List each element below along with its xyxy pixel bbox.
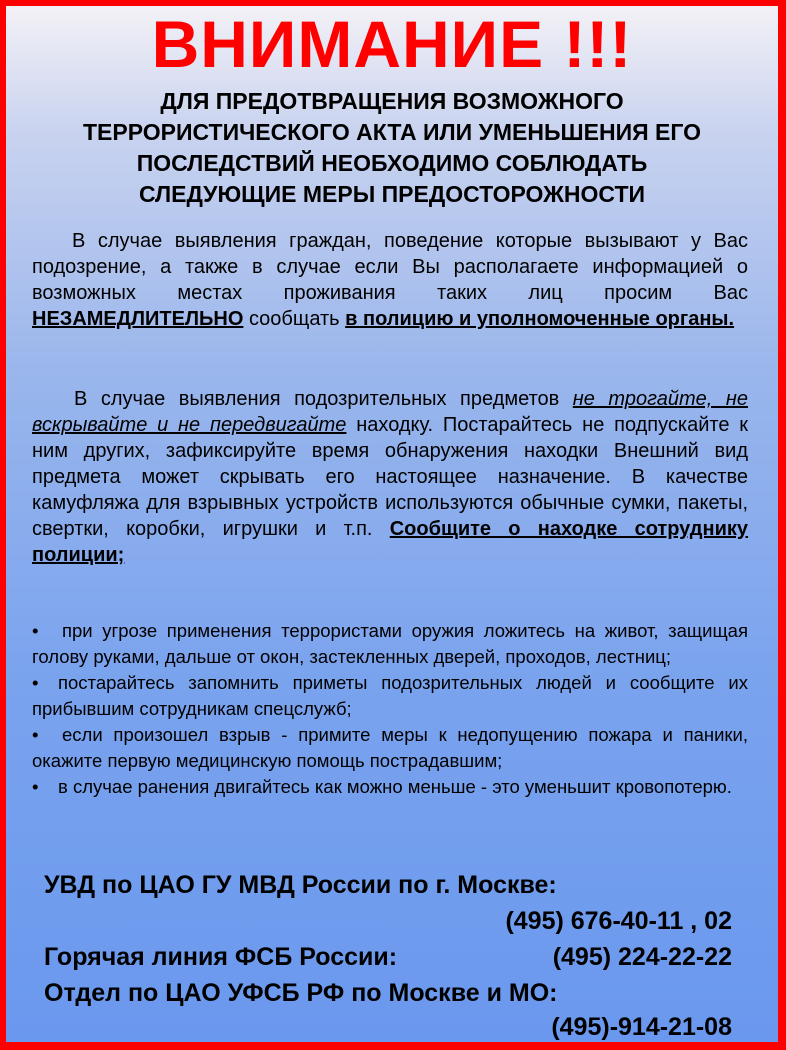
bullet-marker: • <box>32 672 39 693</box>
ufsb-contact-phone: (495)-914-21-08 <box>551 1013 732 1041</box>
bullet-text: при угрозе применения террористами оружия ложитесь на живот, защищая голову руками, дальше от окон, застекленных дверей, проходов, лестниц; <box>32 620 748 667</box>
suspicious-objects-paragraph <box>32 386 748 568</box>
do-not-touch-emphasis: не трогайте, не вскрывайте и не передвигайте <box>32 388 748 436</box>
list-item <box>32 670 748 722</box>
uvd-contact-phone: (495) 676-40-11 , 02 <box>505 907 732 935</box>
suspicious-persons-paragraph <box>32 228 748 332</box>
subtitle-line: ДЛЯ ПРЕДОТВРАЩЕНИЯ ВОЗМОЖНОГО <box>160 88 624 114</box>
paragraph-text: сообщать <box>243 308 346 330</box>
police-target-emphasis: в полицию и уполномоченные органы. <box>345 308 735 330</box>
bullet-text: если произошел взрыв - примите меры к недопущению пожара и паники, окажите первую медицинскую помощь пострадавшим; <box>32 724 748 771</box>
uvd-contact-label: УВД по ЦАО ГУ МВД России по г. Москве: <box>44 871 557 899</box>
bullet-marker: • <box>32 776 39 797</box>
paragraph-text: В случае выявления подозрительных предметов <box>74 388 573 410</box>
bullet-text: в случае ранения двигайтесь как можно меньше - это уменьшит кровопотерю. <box>58 776 732 797</box>
list-item <box>32 722 748 774</box>
list-item <box>32 618 748 670</box>
fsb-hotline <box>44 940 732 975</box>
ufsb-contact-label: Отдел по ЦАО УФСБ РФ по Москве и МО: <box>44 979 558 1007</box>
list-item <box>32 774 748 800</box>
warning-poster <box>6 6 778 1042</box>
paragraph-text: В случае выявления граждан, поведение которые вызывают у Вас подозрение, а также в случае если Вы располагаете информацией о возможных местах проживания таких лиц просим Вас <box>32 230 748 304</box>
paragraph-text: находку. Постарайтесь не подпускайте к ним других, зафиксируйте время обнаружения находки Внешний вид предмета может скрывать его настоящее назначение. В качестве камуфляжа для взрывных устройств используются обычные сумки, пакеты, свертки, коробки, игрушки и т.п. <box>32 414 749 540</box>
poster-subtitle <box>26 86 758 210</box>
safety-bullet-list <box>32 618 748 800</box>
subtitle-line: ПОСЛЕДСТВИЙ НЕОБХОДИМО СОБЛЮДАТЬ <box>136 150 648 176</box>
fsb-hotline-label: Горячая линия ФСБ России: <box>44 943 398 971</box>
subtitle-line: ТЕРРОРИСТИЧЕСКОГО АКТА ИЛИ УМЕНЬШЕНИЯ ЕГО <box>82 119 702 145</box>
report-finding-emphasis: Сообщите о находке сотруднику полиции; <box>32 518 749 566</box>
poster-title: ВНИМАНИЕ !!! <box>151 7 633 81</box>
bullet-marker: • <box>32 724 39 745</box>
urgent-emphasis: НЕЗАМЕДЛИТЕЛЬНО <box>32 308 244 330</box>
subtitle-line: СЛЕДУЮЩИЕ МЕРЫ ПРЕДОСТОРОЖНОСТИ <box>138 181 646 207</box>
bullet-text: постарайтесь запомнить приметы подозрительных людей и сообщите их прибывшим сотрудникам спецслужб; <box>32 672 748 719</box>
fsb-hotline-phone: (495) 224-22-22 <box>552 943 732 971</box>
bullet-marker: • <box>32 620 39 641</box>
